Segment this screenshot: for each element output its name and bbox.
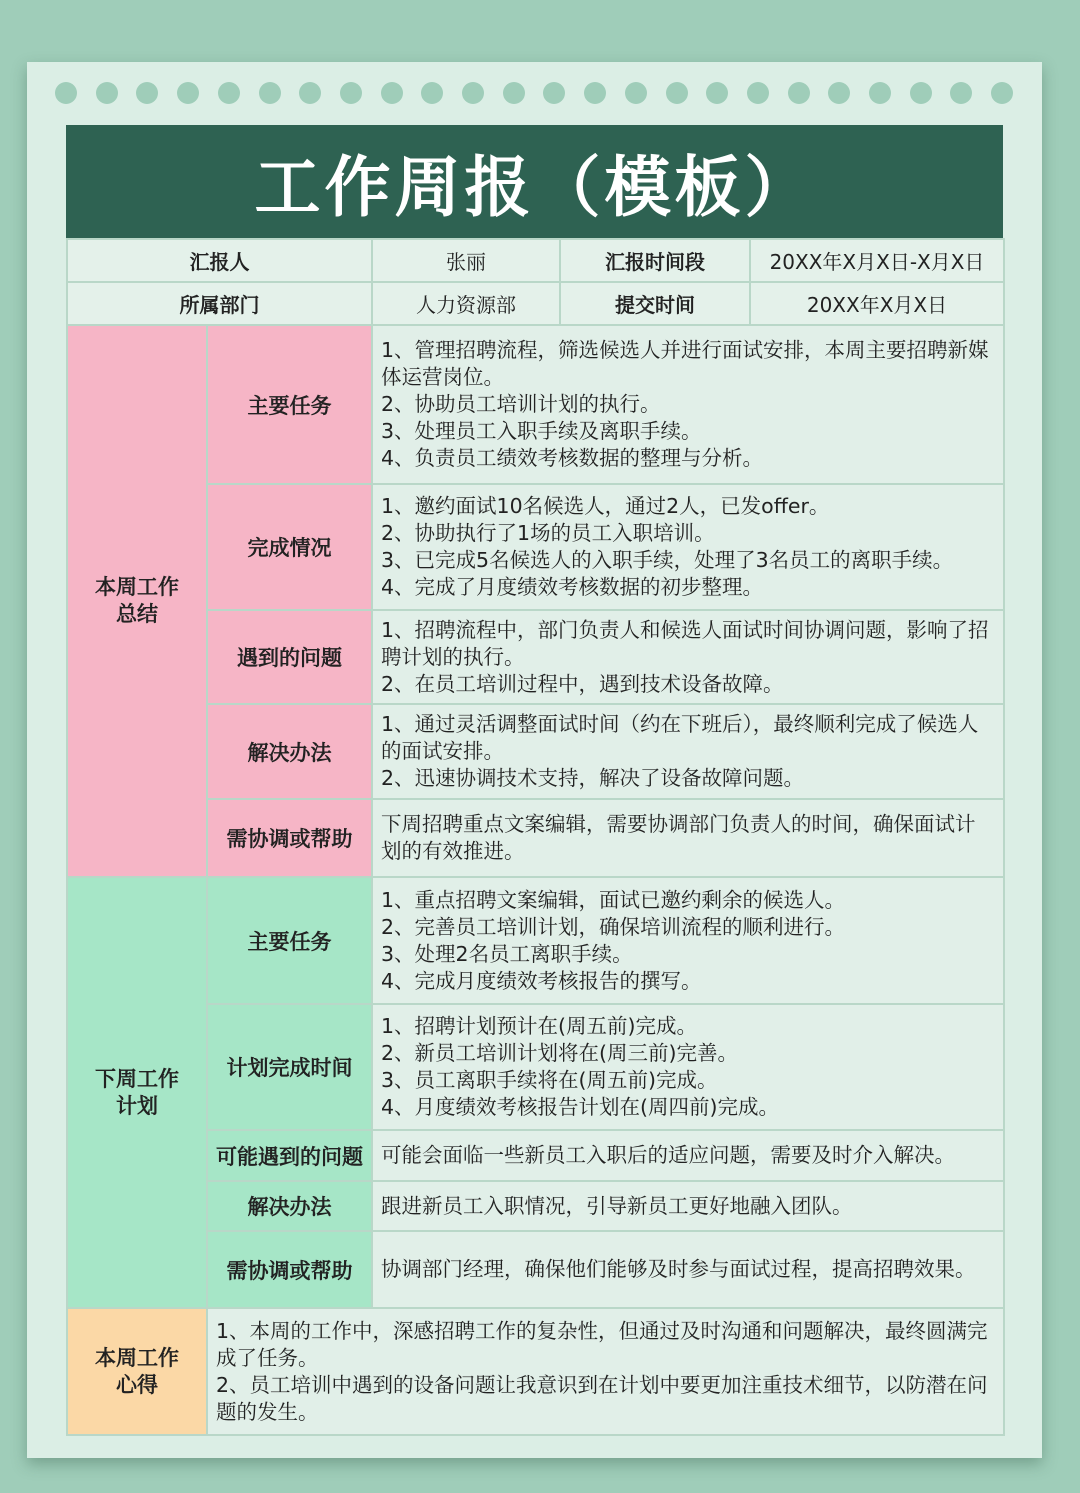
plan-row-label: 主要任务 (207, 877, 372, 1004)
content-line: 3、处理2名员工离职手续。 (381, 941, 633, 966)
summary-row-label: 需协调或帮助 (207, 799, 372, 877)
binder-hole (55, 82, 77, 104)
binder-hole (666, 82, 688, 104)
binder-hole (625, 82, 647, 104)
summary-row-content (372, 325, 1004, 484)
binder-hole (828, 82, 850, 104)
binder-hole (910, 82, 932, 104)
content-line: 4、完成月度绩效考核报告的撰写。 (381, 968, 702, 993)
plan-row (67, 1231, 1004, 1308)
summary-row-content (372, 704, 1004, 799)
binder-hole (299, 82, 321, 104)
plan-row-label: 可能遇到的问题 (207, 1130, 372, 1181)
binder-hole (503, 82, 525, 104)
content-line: 1、重点招聘文案编辑，面试已邀约剩余的候选人。 (381, 887, 846, 912)
binder-hole (869, 82, 891, 104)
content-line: 跟进新员工入职情况，引导新员工更好地融入团队。 (381, 1193, 853, 1218)
plan-row (67, 877, 1004, 1004)
reporter-label: 汇报人 (67, 239, 372, 282)
binder-hole (340, 82, 362, 104)
summary-row (67, 325, 1004, 484)
binder-hole (136, 82, 158, 104)
summary-row-label: 遇到的问题 (207, 610, 372, 704)
summary-row-content (372, 799, 1004, 877)
content-line: 2、员工培训中遇到的设备问题让我意识到在计划中要更加注重技术细节，以防潜在问题的发生。 (216, 1372, 988, 1424)
binder-hole (462, 82, 484, 104)
summary-row-label: 主要任务 (207, 325, 372, 484)
content-line: 2、协助员工培训计划的执行。 (381, 392, 661, 416)
plan-row-content (372, 877, 1004, 1004)
content-line: 协调部门经理，确保他们能够及时参与面试过程，提高招聘效果。 (381, 1257, 976, 1281)
content-line: 4、完成了月度绩效考核数据的初步整理。 (381, 575, 764, 599)
content-line: 2、迅速协调技术支持，解决了设备故障问题。 (381, 766, 805, 790)
reporter-value: 张丽 (372, 239, 560, 282)
binder-hole (788, 82, 810, 104)
summary-row (67, 484, 1004, 610)
content-line: 1、招聘流程中，部门负责人和候选人面试时间协调问题，影响了招聘计划的执行。 (381, 617, 989, 669)
summary-row (67, 799, 1004, 877)
binder-hole (421, 82, 443, 104)
plan-row (67, 1181, 1004, 1231)
binder-holes (27, 82, 1042, 106)
content-line: 1、管理招聘流程，筛选候选人并进行面试安排，本周主要招聘新媒体运营岗位。 (381, 338, 989, 389)
period-label: 汇报时间段 (560, 239, 750, 282)
summary-row (67, 610, 1004, 704)
insight-content (207, 1308, 1004, 1435)
content-line: 下周招聘重点文案编辑，需要协调部门负责人的时间，确保面试计划的有效推进。 (381, 812, 976, 863)
summary-row (67, 704, 1004, 799)
plan-row-content (372, 1181, 1004, 1231)
dept-value: 人力资源部 (372, 282, 560, 325)
summary-row-content (372, 484, 1004, 610)
insight-row (67, 1308, 1004, 1435)
content-line: 2、在员工培训过程中，遇到技术设备故障。 (381, 671, 784, 696)
submit-value: 20XX年X月X日 (750, 282, 1004, 325)
content-line: 1、邀约面试10名候选人，通过2人，已发offer。 (381, 494, 830, 518)
binder-hole (706, 82, 728, 104)
binder-hole (259, 82, 281, 104)
binder-hole (96, 82, 118, 104)
content-line: 2、新员工培训计划将在(周三前)完善。 (381, 1041, 739, 1065)
content-line: 可能会面临一些新员工入职后的适应问题，需要及时介入解决。 (381, 1143, 955, 1167)
content-line: 3、员工离职手续将在(周五前)完成。 (381, 1068, 718, 1092)
summary-row-label: 完成情况 (207, 484, 372, 610)
insight-section-title: 本周工作 心得 (67, 1308, 207, 1435)
content-line: 1、招聘计划预计在(周五前)完成。 (381, 1014, 698, 1038)
header-row-reporter (67, 239, 1004, 282)
content-line: 1、通过灵活调整面试时间（约在下班后），最终顺利完成了候选人的面试安排。 (381, 712, 979, 763)
plan-row (67, 1130, 1004, 1181)
summary-section-title: 本周工作 总结 (67, 325, 207, 877)
plan-row-content (372, 1130, 1004, 1181)
plan-row-label: 解决办法 (207, 1181, 372, 1231)
binder-hole (584, 82, 606, 104)
content-line: 4、月度绩效考核报告计划在(周四前)完成。 (381, 1095, 780, 1119)
content-line: 3、处理员工入职手续及离职手续。 (381, 419, 702, 443)
plan-row-label: 需协调或帮助 (207, 1231, 372, 1308)
plan-row-content (372, 1231, 1004, 1308)
binder-hole (218, 82, 240, 104)
content-line: 2、完善员工培训计划，确保培训流程的顺利进行。 (381, 914, 846, 939)
summary-row-label: 解决办法 (207, 704, 372, 799)
plan-row-content (372, 1004, 1004, 1130)
binder-hole (991, 82, 1013, 104)
binder-hole (950, 82, 972, 104)
submit-label: 提交时间 (560, 282, 750, 325)
dept-label: 所属部门 (67, 282, 372, 325)
binder-hole (747, 82, 769, 104)
binder-hole (381, 82, 403, 104)
weekly-report-table (66, 238, 1005, 1436)
content-line: 4、负责员工绩效考核数据的整理与分析。 (381, 446, 764, 470)
content-line: 1、本周的工作中，深感招聘工作的复杂性，但通过及时沟通和问题解决，最终圆满完成了任务。 (216, 1318, 988, 1370)
content-line: 3、已完成5名候选人的入职手续，处理了3名员工的离职手续。 (381, 548, 954, 572)
plan-row-label: 计划完成时间 (207, 1004, 372, 1130)
summary-row-content (372, 610, 1004, 704)
header-row-dept (67, 282, 1004, 325)
content-line: 2、协助执行了1场的员工入职培训。 (381, 521, 715, 545)
page-title: 工作周报（模板） (66, 125, 1003, 238)
binder-hole (177, 82, 199, 104)
plan-row (67, 1004, 1004, 1130)
plan-section-title: 下周工作 计划 (67, 877, 207, 1308)
binder-hole (543, 82, 565, 104)
period-value: 20XX年X月X日-X月X日 (750, 239, 1004, 282)
